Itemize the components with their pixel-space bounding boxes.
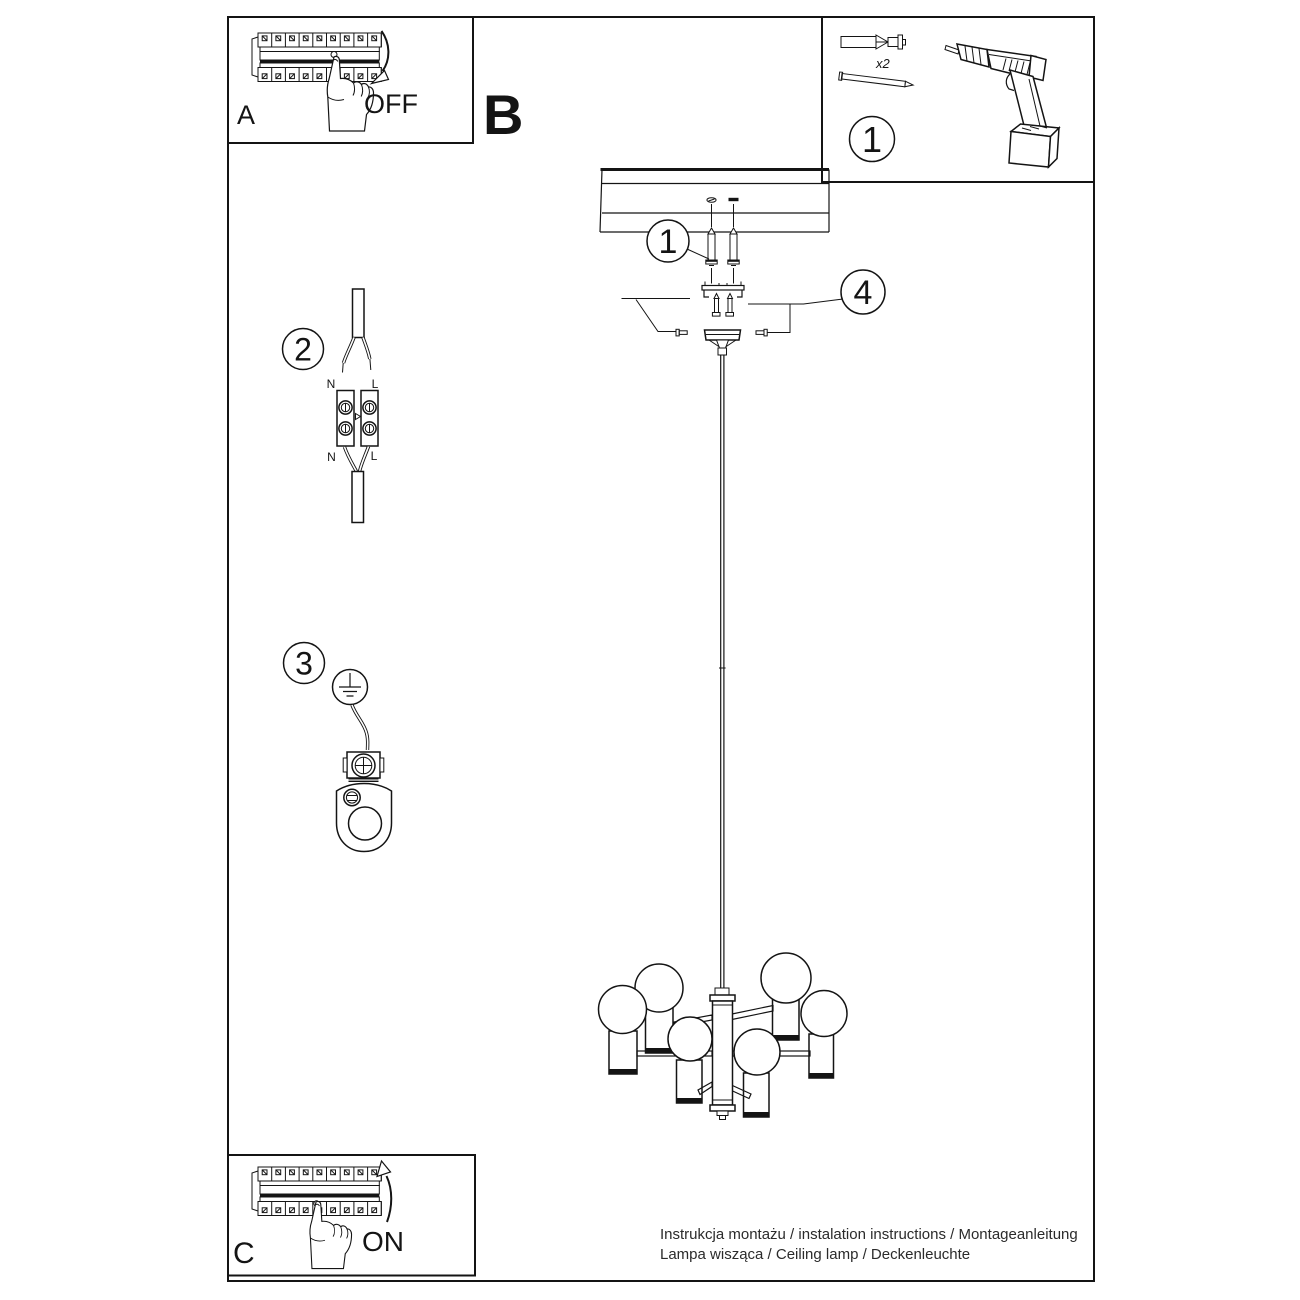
- lamp-module: [599, 986, 647, 1075]
- lamp-bulb: [801, 991, 847, 1037]
- footer: [660, 1226, 1078, 1263]
- callout-2-number: 2: [294, 331, 312, 368]
- canopy-side-screw-right: [756, 329, 767, 336]
- lamp-socket: [809, 1034, 834, 1078]
- callout-1: [647, 220, 709, 262]
- callout-2: [283, 329, 324, 370]
- ceiling-surface: [600, 170, 829, 233]
- mains-cable-top: [353, 289, 365, 338]
- chandelier: [599, 953, 848, 1120]
- wire-n-label-bottom: N: [327, 450, 336, 464]
- lamp-module: [801, 991, 847, 1079]
- lamp-module: [761, 953, 811, 1040]
- lamp-base-bracket: [337, 784, 392, 852]
- panel-a: [228, 17, 473, 143]
- terminal-block: [337, 391, 378, 447]
- lamp-bulb: [599, 986, 647, 1034]
- drill-hole-marks: [707, 198, 739, 203]
- page-border: [228, 17, 1094, 1281]
- wire-l-label-top: L: [371, 377, 379, 391]
- panel-c: [228, 1155, 475, 1276]
- dowel-qty-label: x2: [876, 56, 890, 71]
- wire-l-label-bottom: L: [370, 449, 378, 463]
- ground-diagram: [284, 643, 392, 852]
- callout-3-number: 3: [295, 645, 313, 682]
- canopy: [705, 330, 741, 355]
- tools-panel: [822, 17, 1094, 182]
- mounting-bracket: [702, 282, 744, 298]
- callout-4: [622, 270, 886, 336]
- ground-symbol-icon: [333, 670, 368, 705]
- lamp-socket: [677, 1060, 703, 1103]
- lamp-bulb: [761, 953, 811, 1003]
- off-label: OFF: [364, 89, 418, 119]
- lamp-bulb: [668, 1017, 712, 1061]
- step-b-label: B: [483, 83, 524, 146]
- lamp-body: [710, 988, 735, 1120]
- footer-line2: Lampa wisząca / Ceiling lamp / Deckenleuchte: [660, 1246, 971, 1263]
- footer-line1: Instrukcja montażu / instalation instructions / Montageanleitung: [660, 1226, 1078, 1243]
- bracket-screws: [712, 294, 733, 317]
- lamp-module: [734, 1029, 780, 1117]
- tools-step-badge: [850, 117, 895, 162]
- lamp-cable-bottom: [352, 472, 364, 523]
- lamp-bulb: [734, 1029, 780, 1075]
- step-c-label: C: [233, 1237, 255, 1270]
- anchor-screws: [706, 204, 739, 284]
- tools-step-number: 1: [861, 119, 883, 160]
- on-label: ON: [362, 1226, 404, 1257]
- lamp-socket: [609, 1031, 637, 1074]
- step-a-label: A: [237, 100, 256, 130]
- ground-terminal: [343, 752, 384, 782]
- callout-1-number: 1: [658, 223, 678, 261]
- canopy-side-screw-left: [676, 329, 687, 336]
- wiring-diagram: [283, 289, 379, 523]
- wire-n-label-top: N: [326, 377, 336, 391]
- callout-4-number: 4: [853, 274, 873, 312]
- pendant-rod: [719, 355, 726, 988]
- callout-3: [284, 643, 325, 684]
